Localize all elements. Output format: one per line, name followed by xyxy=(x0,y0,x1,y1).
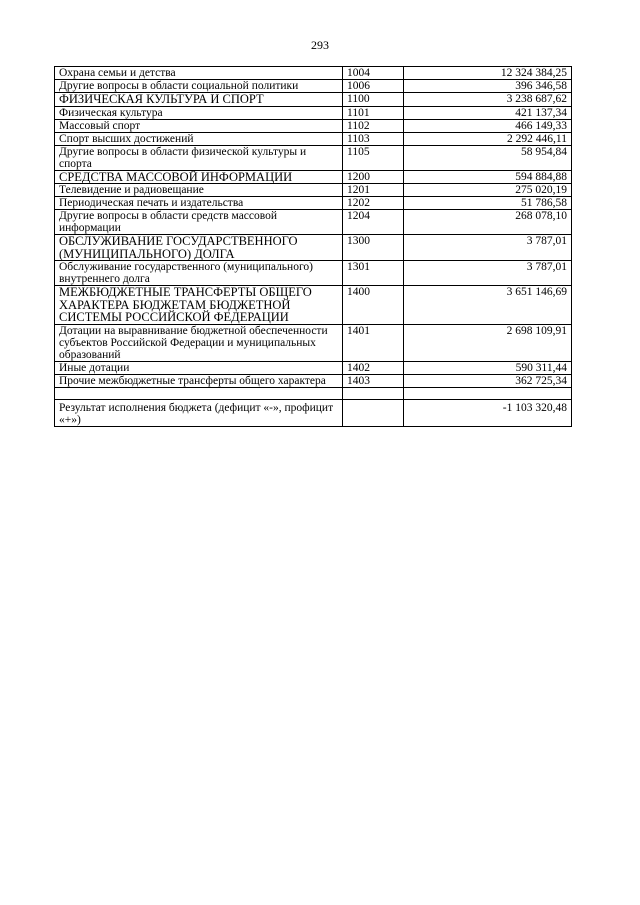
table-row xyxy=(55,374,572,387)
row-name-cell: Результат исполнения бюджета (дефицит «-», профицит «+») xyxy=(55,399,343,426)
row-name-cell: Периодическая печать и издательства xyxy=(55,197,343,210)
row-name-cell: Другие вопросы в области социальной политики xyxy=(55,80,343,93)
row-amount-cell: 3 238 687,62 xyxy=(404,93,572,107)
table-row xyxy=(55,80,572,93)
row-amount-cell: 2 698 109,91 xyxy=(404,324,572,361)
row-amount-cell: 466 149,33 xyxy=(404,119,572,132)
table-row xyxy=(55,286,572,325)
table-row xyxy=(55,67,572,80)
row-amount-cell: 590 311,44 xyxy=(404,361,572,374)
result-row xyxy=(55,399,572,426)
row-code-cell: 1101 xyxy=(343,106,404,119)
table-row xyxy=(55,106,572,119)
row-code-cell: 1006 xyxy=(343,80,404,93)
row-name-cell: Дотации на выравнивание бюджетной обеспеченности субъектов Российской Федерации и муниципальных образований xyxy=(55,324,343,361)
row-name-cell: Физическая культура xyxy=(55,106,343,119)
row-name-cell: СРЕДСТВА МАССОВОЙ ИНФОРМАЦИИ xyxy=(55,170,343,184)
table-row xyxy=(55,145,572,170)
row-name-cell: Обслуживание государственного (муниципального) внутреннего долга xyxy=(55,261,343,286)
table-row xyxy=(55,197,572,210)
row-code-cell: 1201 xyxy=(343,184,404,197)
row-code-cell: 1402 xyxy=(343,361,404,374)
row-name-cell: Спорт высших достижений xyxy=(55,132,343,145)
row-code-cell: 1100 xyxy=(343,93,404,107)
row-code-cell: 1004 xyxy=(343,67,404,80)
row-amount-cell: 51 786,58 xyxy=(404,197,572,210)
empty-cell xyxy=(404,387,572,399)
row-amount-cell: -1 103 320,48 xyxy=(404,399,572,426)
table-row xyxy=(55,132,572,145)
row-code-cell: 1102 xyxy=(343,119,404,132)
row-name-cell: Другие вопросы в области средств массовой информации xyxy=(55,210,343,235)
row-code-cell xyxy=(343,399,404,426)
page-number: 293 xyxy=(311,38,329,52)
row-code-cell: 1204 xyxy=(343,210,404,235)
row-code-cell: 1403 xyxy=(343,374,404,387)
row-name-cell: Иные дотации xyxy=(55,361,343,374)
row-code-cell: 1103 xyxy=(343,132,404,145)
table-row xyxy=(55,324,572,361)
row-amount-cell: 362 725,34 xyxy=(404,374,572,387)
empty-cell xyxy=(343,387,404,399)
row-amount-cell: 3 787,01 xyxy=(404,235,572,261)
row-amount-cell: 594 884,88 xyxy=(404,170,572,184)
row-amount-cell: 396 346,58 xyxy=(404,80,572,93)
row-code-cell: 1300 xyxy=(343,235,404,261)
row-name-cell: ФИЗИЧЕСКАЯ КУЛЬТУРА И СПОРТ xyxy=(55,93,343,107)
table-row xyxy=(55,119,572,132)
row-name-cell: Массовый спорт xyxy=(55,119,343,132)
row-amount-cell: 2 292 446,11 xyxy=(404,132,572,145)
table-row xyxy=(55,361,572,374)
empty-cell xyxy=(55,387,343,399)
empty-row xyxy=(55,387,572,399)
row-name-cell: Охрана семьи и детства xyxy=(55,67,343,80)
row-amount-cell: 12 324 384,25 xyxy=(404,67,572,80)
table-row xyxy=(55,170,572,184)
row-name-cell: Другие вопросы в области физической культуры и спорта xyxy=(55,145,343,170)
row-code-cell: 1200 xyxy=(343,170,404,184)
row-code-cell: 1401 xyxy=(343,324,404,361)
row-name-cell: Телевидение и радиовещание xyxy=(55,184,343,197)
row-code-cell: 1301 xyxy=(343,261,404,286)
row-amount-cell: 268 078,10 xyxy=(404,210,572,235)
table-row xyxy=(55,184,572,197)
row-amount-cell: 421 137,34 xyxy=(404,106,572,119)
budget-table-body xyxy=(55,67,572,427)
row-code-cell: 1202 xyxy=(343,197,404,210)
row-amount-cell: 275 020,19 xyxy=(404,184,572,197)
row-amount-cell: 3 787,01 xyxy=(404,261,572,286)
row-amount-cell: 3 651 146,69 xyxy=(404,286,572,325)
row-code-cell: 1400 xyxy=(343,286,404,325)
row-name-cell: Прочие межбюджетные трансферты общего характера xyxy=(55,374,343,387)
table-row xyxy=(55,235,572,261)
table-row xyxy=(55,93,572,107)
row-name-cell: МЕЖБЮДЖЕТНЫЕ ТРАНСФЕРТЫ ОБЩЕГО ХАРАКТЕРА БЮДЖЕТАМ БЮДЖЕТНОЙ СИСТЕМЫ РОССИЙСКОЙ ФЕДЕРАЦИИ xyxy=(55,286,343,325)
table-row xyxy=(55,210,572,235)
row-name-cell: ОБСЛУЖИВАНИЕ ГОСУДАРСТВЕННОГО (МУНИЦИПАЛЬНОГО) ДОЛГА xyxy=(55,235,343,261)
budget-table xyxy=(54,66,572,427)
row-code-cell: 1105 xyxy=(343,145,404,170)
table-row xyxy=(55,261,572,286)
row-amount-cell: 58 954,84 xyxy=(404,145,572,170)
